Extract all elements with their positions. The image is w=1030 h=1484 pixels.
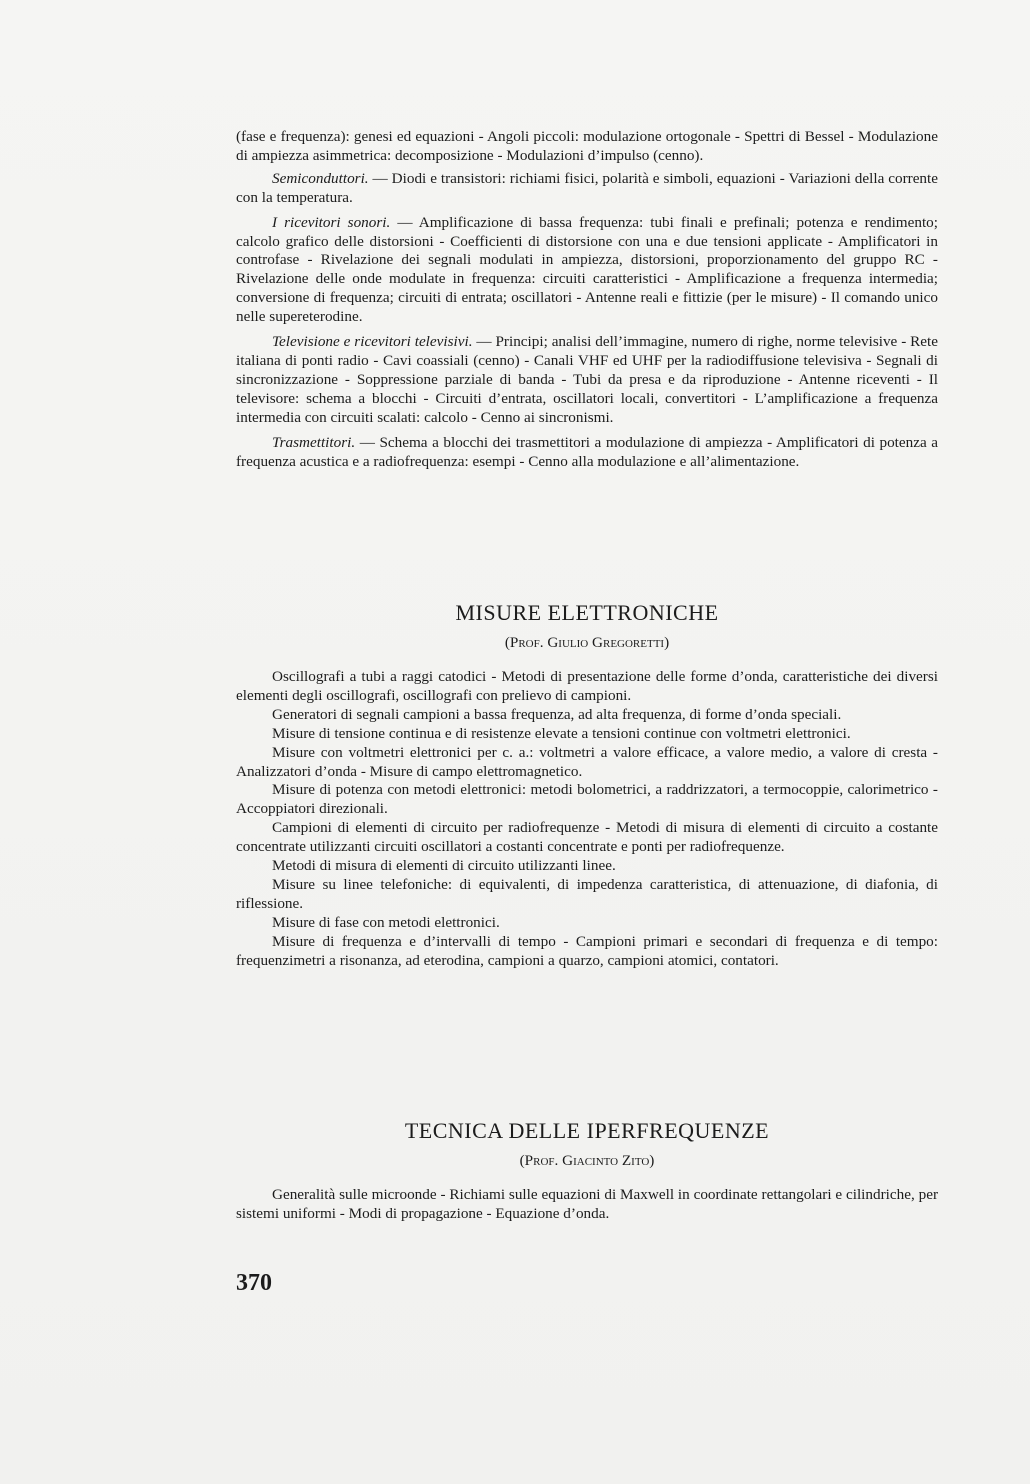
list-item: Generatori di segnali campioni a bassa frequenza, ad alta frequenza, di forme d’onda speciali. — [272, 705, 842, 723]
list-item: Misure di tensione continua e di resistenze elevate a tensioni continue con voltmetri elettronici. — [272, 724, 851, 742]
list-item: Misure con voltmetri elettronici per c. a.: voltmetri a valore efficace, a valore medio, a valore di cresta - Analizzatori d’onda - Misure di campo elettromagnetico. — [236, 743, 938, 780]
topic-text: — Schema a blocchi dei trasmettitori a modulazione di ampiezza - Amplificatori di potenza a frequenza acustica e a radiofrequenza: esempi - Cenno alla modulazione e all’alimentazione. — [236, 433, 938, 470]
list-item: Metodi di misura di elementi di circuito utilizzanti linee. — [272, 857, 616, 875]
topic-paragraph — [236, 333, 938, 428]
section-heading: MISURE ELETTRONICHE — [455, 600, 719, 625]
list-item: Generalità sulle microonde - Richiami sulle equazioni di Maxwell in coordinate rettangolari e cilindriche, per sistemi uniformi - Modi di propagazione - Equazione d’onda. — [236, 1186, 938, 1222]
topic-title: Televisione e ricevitori televisivi. — [272, 333, 473, 351]
section-body — [236, 1186, 938, 1224]
professor-name: (Prof. Giulio Gregoretti) — [504, 634, 670, 651]
list-item: Misure di potenza con metodi elettronici: metodi bolometrici, a raddrizzatori, a termocoppie, calorimetrico - Accoppiatori direzionali. — [236, 781, 938, 818]
professor-name: (Prof. Giacinto Zito) — [519, 1152, 655, 1169]
intro-paragraph: (fase e frequenza): genesi ed equazioni - Angoli piccoli: modulazione ortogonale - Spettri di Bessel - Modulazione di ampiezza asimmetrica: decomposizione - Modulazioni d’impulso (cenno). — [236, 128, 938, 164]
topic-title: I ricevitori sonori. — [272, 213, 391, 231]
section-body — [236, 668, 938, 971]
section-continued-text — [236, 128, 938, 471]
section-heading: TECNICA DELLE IPERFREQUENZE — [404, 1118, 770, 1143]
topic-paragraph — [236, 214, 938, 327]
list-item: Misure su linee telefoniche: di equivalenti, di impedenza caratteristica, di attenuazione, di diafonia, di riflessione. — [236, 875, 938, 912]
list-item: Misure di fase con metodi elettronici. — [272, 913, 500, 931]
topic-title: Trasmettitori. — [272, 433, 356, 451]
topic-text: — Diodi e transistori: richiami fisici, polarità e simboli, equazioni - Variazioni della corrente con la temperatura. — [236, 169, 938, 206]
topic-text: — Amplificazione di bassa frequenza: tubi finali e prefinali; potenza e rendimento; calcolo grafico delle distorsioni - Coefficienti di distorsione con una e due tensioni applicate - Amplificatori in controfase - Rivelazione dei segnali modulati in ampiezza, distorsioni, proporzionamento del gruppo RC - Rivelazione delle onde modulate in frequenza: circuiti caratteristici - Amplificazione a frequenza intermedia; conversione di frequenza; circuiti di entrata; oscillatori - Antenne reali e fittizie (per le misure) - Il comando unico nelle supereterodine. — [236, 213, 938, 326]
page-number: 370 — [236, 1270, 272, 1296]
list-item: Oscillografi a tubi a raggi catodici - Metodi di presentazione delle forme d’onda, caratteristiche dei diversi elementi degli oscillografi, oscillografi con prelievo di campioni. — [236, 668, 938, 704]
topic-paragraph — [236, 434, 938, 472]
list-item: Campioni di elementi di circuito per radiofrequenze - Metodi di misura di elementi di circuito a costante concentrate utilizzanti circuiti oscillatori a costanti concentrate e ponti per radiofrequenze. — [236, 819, 938, 856]
topic-paragraph — [236, 170, 938, 208]
topic-title: Semiconduttori. — [272, 169, 369, 187]
list-item: Misure di frequenza e d’intervalli di tempo - Campioni primari e secondari di frequenza e di tempo: frequenzimetri a risonanza, ad eterodina, campioni a quarzo, campioni atomici, contatori. — [236, 932, 938, 969]
topic-text: — Principi; analisi dell’immagine, numero di righe, norme televisive - Rete italiana di ponti radio - Cavi coassiali (cenno) - Canali VHF ed UHF per la radiodiffusione televisiva - Segnali di sincronizzazione - Soppressione parziale di banda - Tubi da presa e da riproduzione - Antenne riceventi - Il televisore: schema a blocchi - Circuiti d’entrata, oscillatori locali, convertitori - L’amplificazione a frequenza intermedia con circuiti scalati: calcolo - Cenno ai sincronismi. — [236, 333, 938, 426]
